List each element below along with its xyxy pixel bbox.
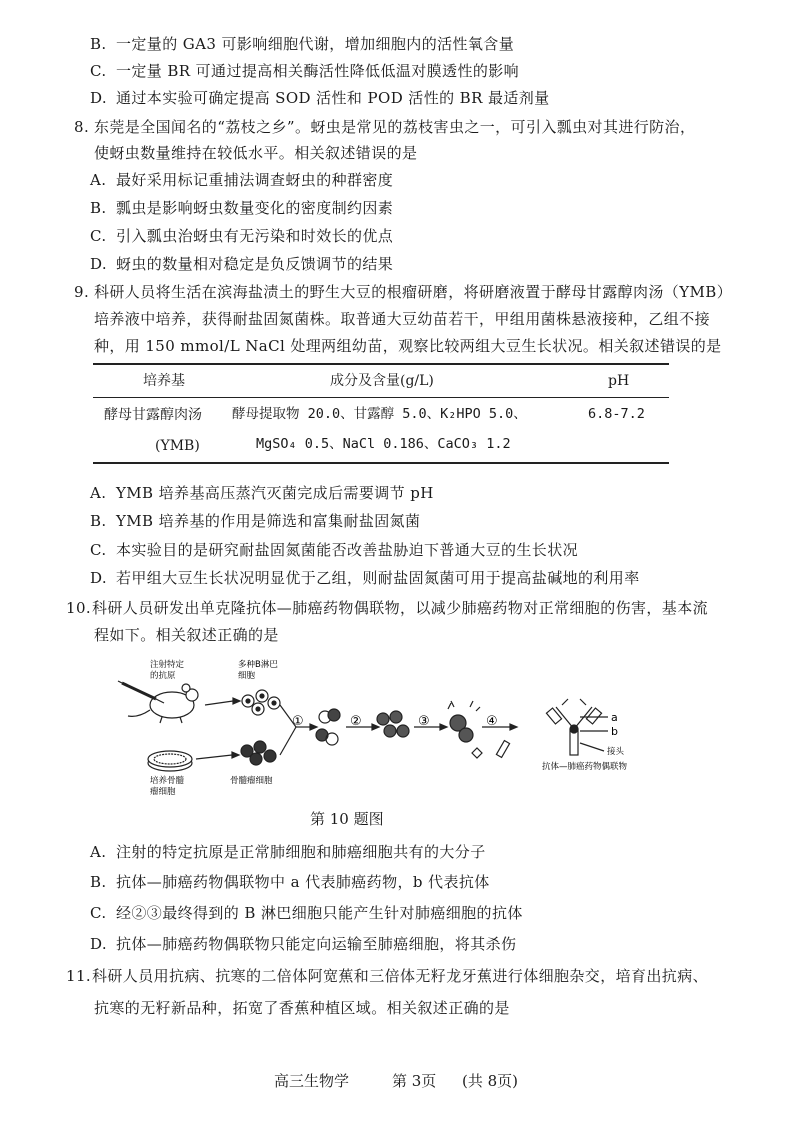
- step-4-label: ④: [486, 714, 498, 729]
- label-b-lymph-1: 多种B淋巴: [238, 660, 278, 670]
- myeloma-cells-icon: [241, 741, 276, 765]
- q7-option-c: C. 一定量 BR 可通过提高相关酶活性降低低温对膜透性的影响: [90, 62, 520, 80]
- q7-option-b: B. 一定量的 GA3 可影响细胞代谢，增加细胞内的活性氧含量: [90, 35, 515, 53]
- q9-stem-line-1: 9. 科研人员将生活在滨海盐渍土的野生大豆的根瘤研磨，将研磨液置于酵母甘露醇肉汤（YMB）: [74, 283, 733, 301]
- petri-dish-icon: [148, 751, 192, 771]
- label-linker: 接头: [607, 747, 625, 757]
- q9-option-d: D. 若甲组大豆生长状况明显优于乙组，则耐盐固氮菌可用于提高盐碱地的利用率: [90, 569, 640, 587]
- q8-option-c: C. 引入瓢虫治蚜虫有无污染和时效长的优点: [90, 227, 394, 245]
- footer-page-number: 第 3页: [392, 1072, 437, 1090]
- q10-option-d: D. 抗体—肺癌药物偶联物只能定向运输至肺癌细胞，将其杀伤: [90, 935, 517, 953]
- table-bottom-rule: [93, 462, 669, 464]
- q8-option-d: D. 蚜虫的数量相对稳定是负反馈调节的结果: [90, 255, 394, 273]
- q11-stem-line-2: 抗寒的无籽新品种，拓宽了香蕉种植区域。相关叙述正确的是: [94, 999, 510, 1017]
- q9-option-b: B. YMB 培养基的作用是筛选和富集耐盐固氮菌: [90, 512, 421, 530]
- table-top-rule: [93, 363, 669, 365]
- q9-option-a: A. YMB 培养基高压蒸汽灭菌完成后需要调节 pH: [90, 484, 434, 502]
- q9-option-c: C. 本实验目的是研究耐盐固氮菌能否改善盐胁迫下普通大豆的生长状况: [90, 541, 579, 559]
- table-header-ph: pH: [608, 373, 630, 389]
- syringe-icon: [118, 681, 164, 703]
- label-culture-myeloma-2: 瘤细胞: [150, 787, 176, 797]
- label-a: a: [611, 711, 618, 724]
- figure-caption: 第 10 题图: [310, 810, 384, 828]
- table-medium-name: 酵母甘露醇肉汤: [104, 407, 202, 423]
- label-b-lymph-2: 细胞: [238, 671, 256, 681]
- label-injected-antigen-1: 注射特定: [150, 660, 185, 670]
- monoclonal-antibody-flow-diagram: [110, 655, 670, 800]
- footer-total-pages: (共 8页): [462, 1072, 519, 1090]
- q10-option-c: C. 经②③最终得到的 B 淋巴细胞只能产生针对肺癌细胞的抗体: [90, 904, 523, 922]
- q11-stem-line-1: 11.科研人员用抗病、抗寒的二倍体阿宽蕉和三倍体无籽龙牙蕉进行体细胞杂交，培育出抗病、: [66, 967, 709, 985]
- table-mid-rule: [93, 397, 669, 398]
- drug-molecules-icon: [472, 741, 510, 758]
- q10-stem-line-1: 10.科研人员研发出单克隆抗体—肺癌药物偶联物，以减少肺癌药物对正常细胞的伤害，基本流: [66, 599, 709, 617]
- antibody-secreting-cells-icon: [448, 701, 480, 742]
- table-medium-abbrev: (YMB): [155, 438, 200, 454]
- table-components-line-1: 酵母提取物 20.0、甘露醇 5.0、K₂HPO 5.0、: [232, 406, 527, 422]
- fused-cells-icon: [316, 709, 340, 745]
- step-3-label: ③: [418, 714, 430, 729]
- table-header-medium: 培养基: [143, 373, 185, 389]
- label-injected-antigen-2: 的抗原: [150, 671, 176, 681]
- q8-option-b: B. 瓢虫是影响蚜虫数量变化的密度制约因素: [90, 199, 394, 217]
- footer-subject: 高三生物学: [274, 1072, 350, 1090]
- antibody-drug-conjugate-icon: [546, 699, 608, 755]
- hybridoma-cells-icon: [377, 711, 409, 737]
- q9-stem-line-2: 培养液中培养，获得耐盐固氮菌株。取普通大豆幼苗若干，甲组用菌株悬液接种，乙组不接: [94, 310, 711, 328]
- q10-option-a: A. 注射的特定抗原是正常肺细胞和肺癌细胞共有的大分子: [90, 843, 486, 861]
- label-conjugate: 抗体—肺癌药物偶联物: [542, 762, 628, 772]
- q10-option-b: B. 抗体—肺癌药物偶联物中 a 代表肺癌药物，b 代表抗体: [90, 873, 490, 891]
- q9-stem-line-3: 种，用 150 mmol/L NaCl 处理两组幼苗，观察比较两组大豆生长状况。相关叙述错误的是: [94, 337, 722, 355]
- q8-stem-line-2: 使蚜虫数量维持在较低水平。相关叙述错误的是: [94, 144, 418, 162]
- q10-stem-line-2: 程如下。相关叙述正确的是: [94, 626, 279, 644]
- table-components-line-2: MgSO₄ 0.5、NaCl 0.186、CaCO₃ 1.2: [256, 436, 511, 452]
- q8-stem-line-1: 8. 东莞是全国闻名的“荔枝之乡”。蚜虫是常见的荔枝害虫之一，可引入瓢虫对其进行防治，: [74, 118, 696, 136]
- table-header-components: 成分及含量(g/L): [330, 373, 434, 389]
- q7-option-d: D. 通过本实验可确定提高 SOD 活性和 POD 活性的 BR 最适剂量: [90, 89, 550, 107]
- b-lymphocytes-icon: [242, 690, 280, 715]
- step-2-label: ②: [350, 714, 362, 729]
- label-b: b: [611, 725, 618, 738]
- q8-option-a: A. 最好采用标记重捕法调查蚜虫的种群密度: [90, 171, 394, 189]
- label-myeloma-cells: 骨髓瘤细胞: [230, 776, 273, 786]
- table-ph-value: 6.8-7.2: [588, 406, 645, 422]
- step-1-label: ①: [292, 714, 304, 729]
- label-culture-myeloma-1: 培养骨髓: [150, 776, 185, 786]
